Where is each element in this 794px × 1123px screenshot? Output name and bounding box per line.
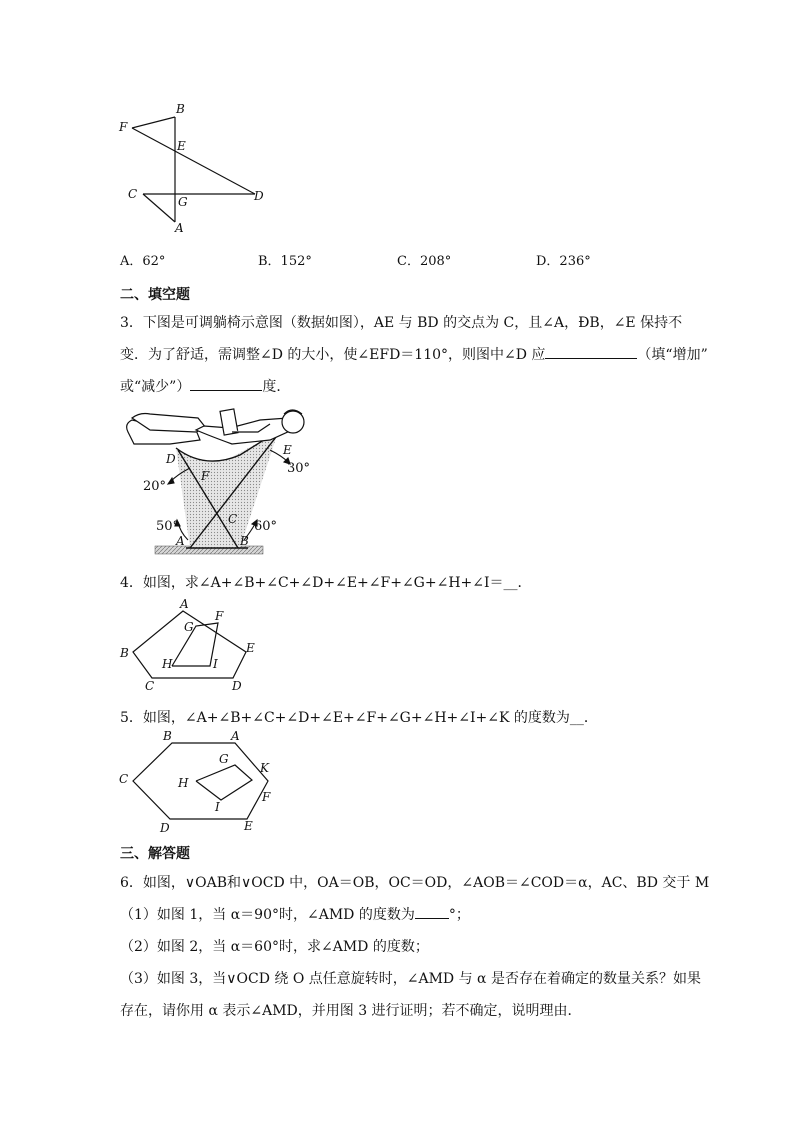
recliner-label-D: D — [166, 452, 176, 466]
q4-label-F: F — [215, 609, 224, 623]
fig1-label-D: D — [254, 189, 264, 203]
q5-text: 5．如图，∠A+∠B+∠C+∠D+∠E+∠F+∠G+∠H+∠I+∠K 的度数为__． — [120, 710, 598, 726]
recliner-angle-60: 60° — [254, 519, 278, 534]
q3-line1: 3．下图是可调躺椅示意图（数据如图），AE 与 BD 的交点为 C，且∠A，ÐB，∠E 保持不 — [120, 315, 683, 331]
q5-label-G: G — [219, 752, 229, 766]
fig1-label-B: B — [176, 102, 185, 116]
q4-label-B: B — [120, 646, 129, 660]
recliner-label-F: F — [201, 469, 210, 483]
q6-part1-text: （1）如图 1，当 α＝90°时，∠AMD 的度数为 — [120, 907, 415, 923]
q5-label-K: K — [260, 761, 269, 775]
q5-label-E: E — [244, 819, 253, 833]
q5-label-A: A — [231, 729, 240, 743]
q3-line3-text: 或“减少”） — [120, 379, 191, 395]
q3-line2-text: 变．为了舒适，需调整∠D 的大小，使∠EFD＝110°，则图中∠D 应 — [120, 347, 546, 363]
q5-label-F: F — [262, 790, 271, 804]
recliner-label-A: A — [176, 534, 185, 548]
option-c: C．208° — [397, 254, 452, 269]
q5-label-C: C — [119, 772, 129, 786]
q4-label-E: E — [246, 641, 255, 655]
section-solve-heading: 三、解答题 — [120, 846, 190, 862]
q6-part1-tail: °； — [448, 907, 470, 923]
q6-stem: 6．如图，∨OAB和∨OCD 中，OA＝OB，OC＝OD，∠AOB＝∠COD＝α，AC、BD 交于 M — [120, 875, 710, 891]
q6-part2: （2）如图 2，当 α＝60°时，求∠AMD 的度数； — [120, 939, 429, 955]
option-a: A．62° — [120, 254, 166, 269]
recliner-angle-30: 30° — [287, 461, 311, 476]
fig1-label-C: C — [128, 187, 138, 201]
q6-part3-line1: （3）如图 3，当∨OCD 绕 O 点任意旋转时，∠AMD 与 α 是否存在着确定的数量关系？如果 — [120, 971, 701, 987]
recliner-label-C: C — [228, 512, 238, 526]
q5-label-I: I — [215, 800, 220, 814]
q6-blank-1[interactable] — [415, 904, 449, 919]
q3-line3-tail: 度． — [262, 379, 291, 395]
recliner-label-E: E — [283, 443, 292, 457]
q5-label-D: D — [160, 821, 170, 835]
recliner-angle-20: 20° — [143, 479, 167, 494]
q4-label-I: I — [213, 657, 218, 671]
q4-label-A: A — [180, 597, 189, 611]
recliner-angle-50: 50° — [156, 519, 180, 534]
q5-label-H: H — [178, 776, 189, 790]
section-fill-heading: 二、填空题 — [120, 287, 190, 303]
q6-part1 — [120, 904, 470, 924]
q4-label-C: C — [145, 679, 155, 693]
fig1-label-E: E — [177, 139, 186, 153]
q6-part3-line2: 存在，请你用 α 表示∠AMD，并用图 3 进行证明；若不确定，说明理由． — [120, 1003, 582, 1019]
q4-label-D: D — [232, 679, 242, 693]
q4-text: 4．如图，求∠A+∠B+∠C+∠D+∠E+∠F+∠G+∠H+∠I＝__． — [120, 575, 532, 591]
fig1-label-G: G — [178, 195, 188, 209]
option-b: B．152° — [258, 254, 312, 269]
fig1-label-A: A — [175, 221, 184, 235]
recliner-label-B: B — [240, 534, 249, 548]
fig1-label-F: F — [119, 120, 128, 134]
option-d: D．236° — [536, 254, 591, 269]
q5-label-B: B — [163, 729, 172, 743]
q4-label-G: G — [184, 620, 194, 634]
q4-label-H: H — [162, 657, 173, 671]
q3-line2-tail: （填“增加” — [637, 347, 708, 363]
